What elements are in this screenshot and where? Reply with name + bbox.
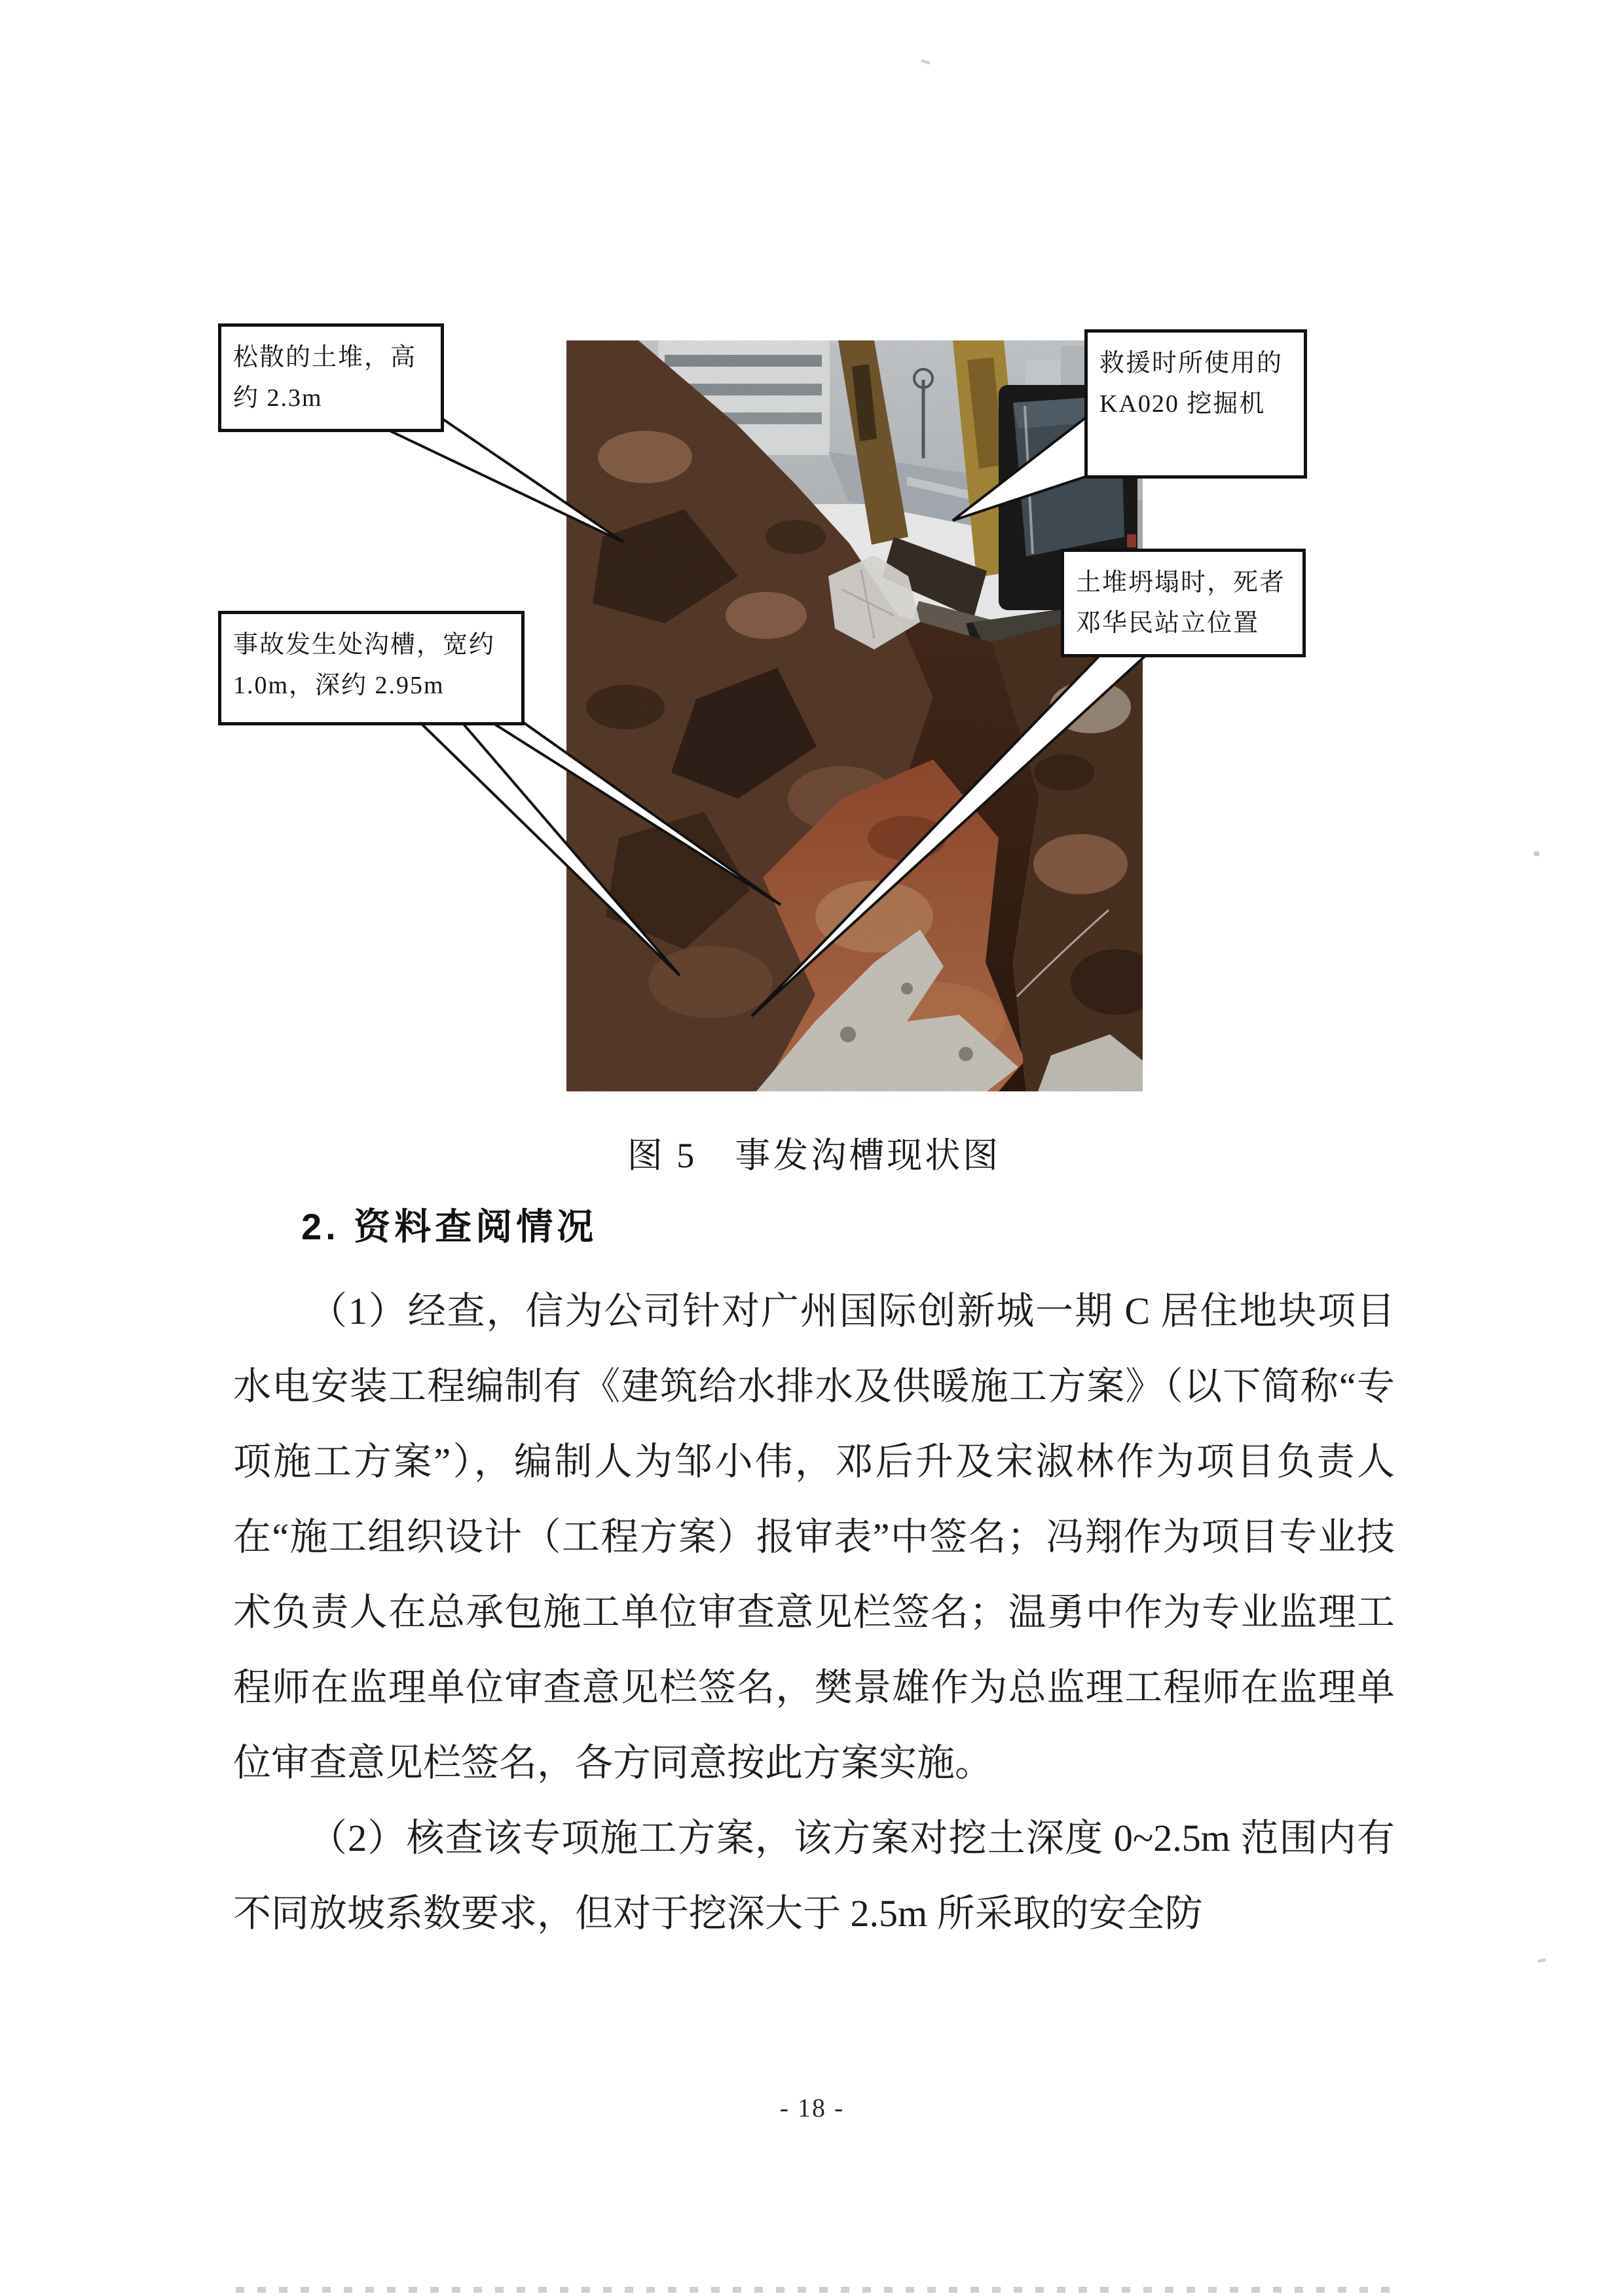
callout-loose-soil: 松散的土堆，高约 2.3m xyxy=(218,323,444,432)
section-heading: 2. 资料查阅情况 xyxy=(301,1206,598,1247)
cut-off-text-artifact xyxy=(236,2287,1396,2293)
scan-speck xyxy=(921,59,931,65)
body-text xyxy=(233,1273,1395,1951)
paragraph-2: （2）核查该专项施工方案，该方案对挖土深度 0~2.5m 范围内有不同放坡系数要求，但对于挖深大于 2.5m 所采取的安全防 xyxy=(233,1817,1395,1935)
callout-trench-location: 事故发生处沟槽，宽约 1.0m，深约 2.95m xyxy=(218,611,525,725)
site-photo xyxy=(566,340,1143,1091)
figure-caption: 图 5 事发沟槽现状图 xyxy=(627,1136,1001,1175)
photo-grain-overlay xyxy=(566,340,1143,1091)
scan-speck xyxy=(1534,851,1540,856)
callout-victim-position: 土堆坍塌时，死者邓华民站立位置 xyxy=(1061,549,1306,657)
scan-speck xyxy=(1538,1958,1547,1963)
paragraph-1: （1）经查，信为公司针对广州国际创新城一期 C 居住地块项目水电安装工程编制有《建筑给水排水及供暖施工方案》（以下简称“专项施工方案”），编制人为邹小伟，邓后升及宋淑林作为项目负责人在“施工组织设计（工程方案）报审表”中签名；冯翔作为项目专业技术负责人在总承包施工单位审查意见栏签名；温勇中作为专业监理工程师在监理单位审查意见栏签名，樊景雄作为总监理工程师在监理单位审查意见栏签名，各方同意按此方案实施。 xyxy=(233,1290,1395,1784)
callout-excavator: 救援时所使用的 KA020 挖掘机 xyxy=(1084,329,1307,479)
page-number: - 18 - xyxy=(779,2093,845,2123)
